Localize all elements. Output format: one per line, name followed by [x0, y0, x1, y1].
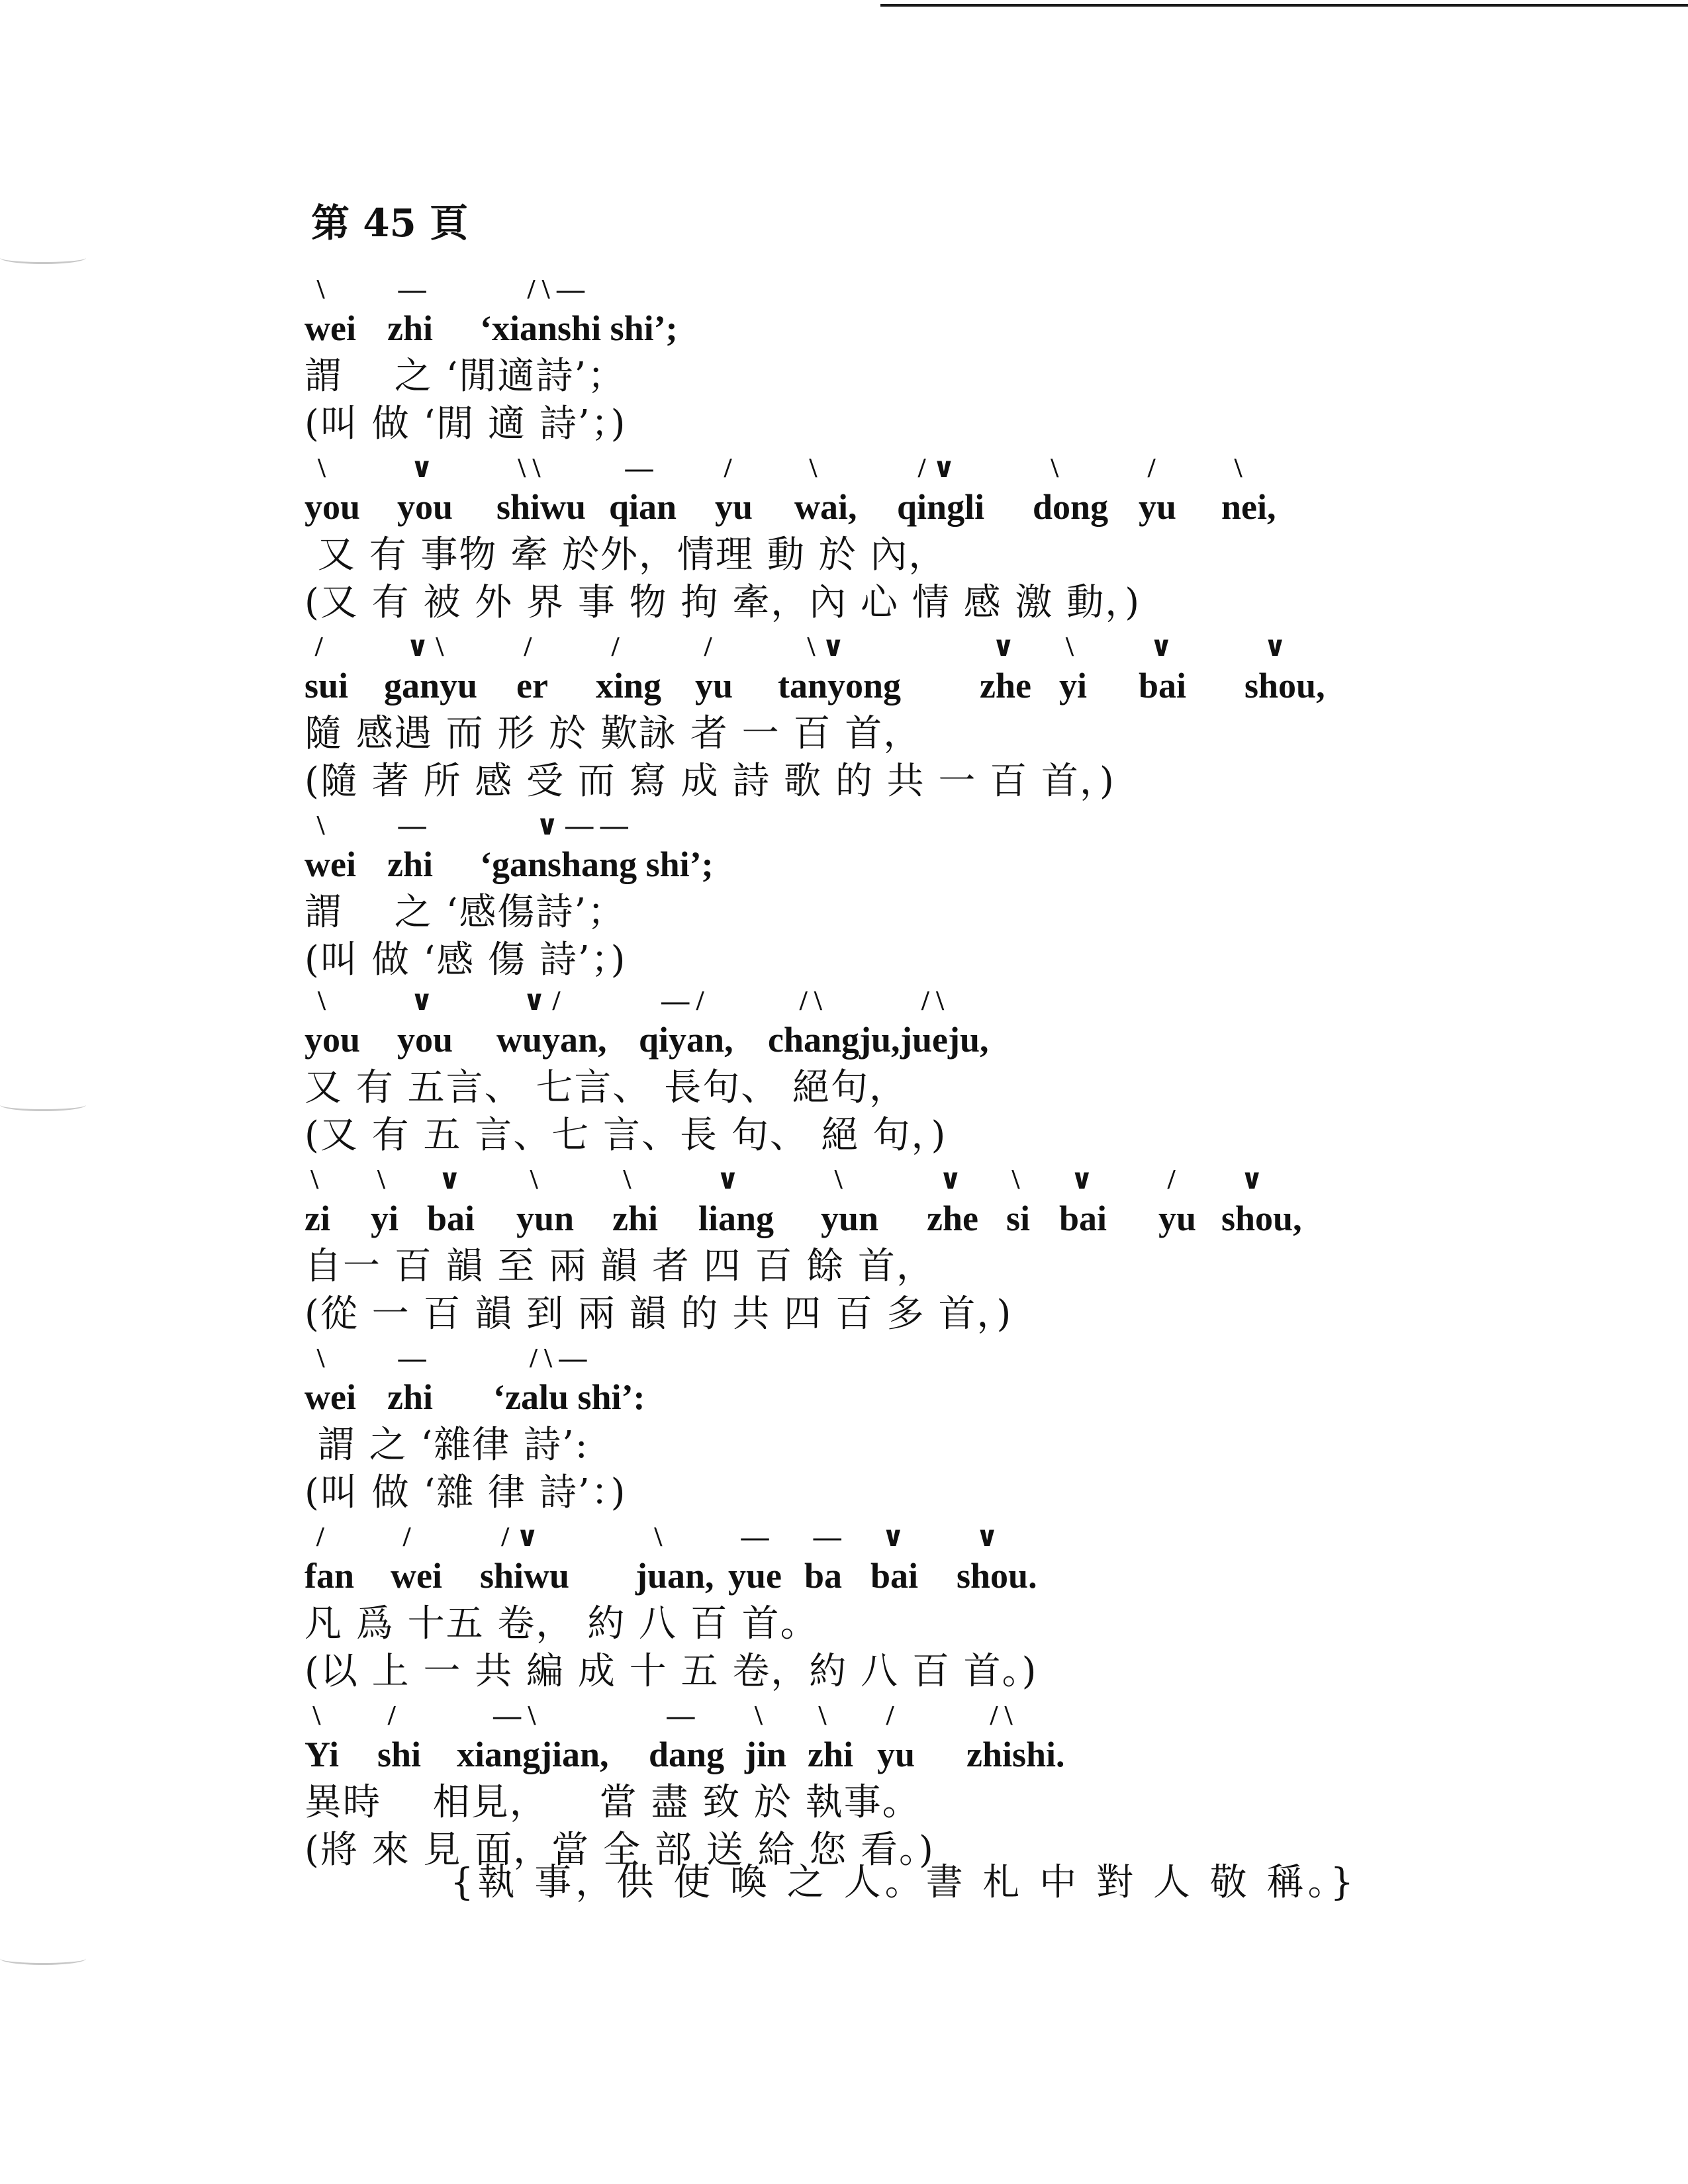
pinyin-syllable: [1059, 632, 1088, 705]
tone-mark: /: [1167, 1165, 1176, 1195]
footnote: {執 事，供 使 喚 之 人。書 札 中 對 人 敬 稱。}: [450, 1861, 1358, 1904]
pinyin-text: Yi: [305, 1735, 339, 1774]
classical-chinese-line: 又 有 事物 牽 於外，情理 動 於 內，: [305, 533, 947, 576]
pinyin-text: shou.: [957, 1556, 1037, 1596]
pinyin-syllable: [387, 1343, 434, 1417]
tone-mark: —: [813, 1522, 841, 1553]
page-number: 第 45 頁: [311, 201, 469, 246]
tone-mark: ∨: [939, 1165, 962, 1195]
verse-block: [305, 447, 1276, 627]
tone-mark: \: [1066, 632, 1074, 662]
tone-mark: \: [755, 1701, 763, 1731]
tone-mark: /: [314, 632, 323, 662]
tone-mark: —: [398, 811, 426, 841]
pinyin-syllable: [1158, 1165, 1197, 1238]
pinyin-text: fan: [305, 1556, 355, 1596]
tone-mark: /: [611, 632, 620, 662]
tone-mark: ∨: [976, 1522, 999, 1553]
tone-mark: / ∨: [917, 453, 955, 484]
tone-mark: /: [316, 1522, 324, 1553]
punch-hole-mark: [0, 251, 86, 264]
pinyin-syllable: [384, 632, 478, 705]
pinyin-text: wai,: [794, 487, 857, 527]
classical-chinese-line: 謂 之 ‘感傷詩’；: [305, 891, 626, 934]
pinyin-text: yun: [516, 1199, 575, 1238]
pinyin-text: shiwu: [496, 487, 586, 527]
pinyin-text: zhi: [808, 1735, 854, 1774]
pinyin-syllable: [305, 275, 356, 348]
pinyin-syllable: [768, 986, 900, 1060]
pinyin-syllable: [1059, 1165, 1107, 1238]
pinyin-syllable: [900, 986, 989, 1060]
pinyin-syllable: [493, 1343, 645, 1417]
pinyin-syllable: [870, 1522, 919, 1596]
tone-mark: / \: [921, 986, 944, 1017]
tone-mark: —: [398, 275, 426, 305]
pinyin-text: shou,: [1221, 1199, 1302, 1238]
verse-block: [305, 979, 989, 1160]
tone-mark: \: [1234, 453, 1243, 484]
tone-mark: \: [318, 453, 326, 484]
tone-mark: \: [654, 1522, 663, 1553]
pinyin-text: bai: [1139, 666, 1187, 705]
pinyin-text: dong: [1033, 487, 1109, 527]
pinyin-syllable: [480, 811, 714, 884]
pinyin-syllable: [980, 632, 1031, 705]
pinyin-syllable: [635, 1522, 714, 1596]
punch-hole-mark: [0, 1952, 86, 1965]
pinyin-text: yun: [821, 1199, 879, 1238]
verse-block: [305, 1694, 1065, 1874]
pinyin-text: yu: [1139, 487, 1177, 527]
pinyin-syllable: [305, 1701, 339, 1774]
pinyin-syllable: [1139, 632, 1187, 705]
pinyin-syllable: [957, 1522, 1037, 1596]
pinyin-text: yue: [728, 1556, 782, 1596]
pinyin-syllable: [728, 1522, 782, 1596]
tone-mark: \ \: [518, 453, 541, 484]
tone-mark: /: [886, 1701, 894, 1731]
classical-chinese-line: 謂 之 ‘雜律 詩’:: [305, 1424, 589, 1467]
modern-chinese-translation: (叫 做 ‘感 傷 詩’；): [305, 938, 627, 981]
tone-mark: \: [316, 1343, 325, 1374]
pinyin-syllable: [698, 1165, 774, 1238]
pinyin-syllable: [804, 1522, 843, 1596]
pinyin-text: jueju,: [900, 1020, 989, 1060]
pinyin-text: shou,: [1244, 666, 1325, 705]
tone-mark: — /: [661, 986, 704, 1017]
pinyin-syllable: [695, 632, 733, 705]
pinyin-text: zhishi.: [966, 1735, 1065, 1774]
pinyin-text: yu: [715, 487, 753, 527]
pinyin-text: bai: [427, 1199, 475, 1238]
tone-mark: ∨: [410, 453, 434, 484]
tone-mark: / \ —: [530, 1343, 587, 1374]
pinyin-text: ganyu: [384, 666, 478, 705]
modern-chinese-translation: (從 一 百 韻 到 兩 韻 的 共 四 百 多 首，): [305, 1293, 1013, 1336]
pinyin-syllable: [794, 453, 857, 527]
tone-mark: \: [834, 1165, 843, 1195]
pinyin-syllable: [305, 811, 356, 884]
tone-mark: ∨: [716, 1165, 739, 1195]
tone-mark: \: [1011, 1165, 1020, 1195]
tone-mark: \: [318, 986, 326, 1017]
modern-chinese-translation: (以 上 一 共 編 成 十 五 卷，約 八 百 首。): [305, 1650, 1038, 1693]
pinyin-line: [305, 447, 1276, 531]
pinyin-line: [305, 268, 678, 353]
tone-mark: /: [724, 453, 732, 484]
tone-mark: \: [316, 275, 325, 305]
pinyin-syllable: [480, 275, 678, 348]
tone-mark: ∨: [410, 986, 434, 1017]
verse-block: [305, 804, 714, 984]
pinyin-syllable: [305, 986, 361, 1060]
pinyin-text: wuyan,: [496, 1020, 607, 1060]
modern-chinese-translation: (又 有 五 言、七 言、長 句、 絕 句，): [305, 1114, 947, 1157]
pinyin-text: wei: [391, 1556, 442, 1596]
pinyin-syllable: [596, 632, 662, 705]
tone-mark: —: [625, 453, 653, 484]
verse-block: [305, 1158, 1302, 1338]
pinyin-syllable: [377, 1701, 422, 1774]
modern-chinese-translation: (又 有 被 外 界 事 物 拘 牽，內 心 情 感 激 動，): [305, 581, 1141, 624]
modern-chinese-translation: (將 來 見 面，當 全 部 送 給 您 看。): [305, 1829, 935, 1872]
punch-hole-mark: [0, 1099, 86, 1111]
pinyin-syllable: [966, 1701, 1065, 1774]
tone-mark: \: [377, 1165, 385, 1195]
pinyin-text: er: [516, 666, 548, 705]
pinyin-text: yi: [1059, 666, 1088, 705]
scan-border-line: [880, 4, 1688, 7]
pinyin-text: shi: [377, 1735, 422, 1774]
pinyin-text: bai: [870, 1556, 919, 1596]
tone-mark: /: [524, 632, 532, 662]
pinyin-text: you: [397, 487, 453, 527]
pinyin-text: tanyong: [778, 666, 902, 705]
pinyin-syllable: [371, 1165, 399, 1238]
pinyin-text: zhi: [387, 308, 434, 348]
pinyin-text: zhi: [387, 844, 434, 884]
tone-mark: \: [530, 1165, 538, 1195]
pinyin-text: nei,: [1221, 487, 1276, 527]
pinyin-text: zhi: [387, 1377, 434, 1417]
pinyin-line: [305, 625, 1325, 710]
pinyin-text: liang: [698, 1199, 774, 1238]
pinyin-syllable: [1033, 453, 1109, 527]
tone-mark: ∨: [882, 1522, 905, 1553]
tone-mark: ∨: [1150, 632, 1173, 662]
pinyin-line: [305, 1516, 1038, 1600]
pinyin-line: [305, 804, 714, 889]
pinyin-syllable: [305, 1165, 330, 1238]
classical-chinese-line: 自一 百 韻 至 兩 韻 者 四 百 餘 首，: [305, 1245, 935, 1288]
tone-mark: ∨: [1070, 1165, 1094, 1195]
pinyin-text: yu: [695, 666, 733, 705]
tone-mark: \: [818, 1701, 827, 1731]
pinyin-text: yi: [371, 1199, 399, 1238]
pinyin-text: you: [397, 1020, 453, 1060]
verse-block: [305, 268, 678, 448]
tone-mark: ∨: [438, 1165, 461, 1195]
verse-block: [305, 1337, 645, 1517]
tone-mark: ∨ /: [522, 986, 561, 1017]
tone-mark: ∨ — —: [536, 811, 628, 841]
pinyin-line: [305, 1158, 1302, 1243]
pinyin-syllable: [387, 275, 434, 348]
pinyin-text: sui: [305, 666, 349, 705]
pinyin-text: shiwu: [480, 1556, 570, 1596]
pinyin-text: zhi: [612, 1199, 659, 1238]
tone-mark: \: [312, 1701, 321, 1731]
tone-mark: / \ —: [527, 275, 585, 305]
pinyin-line: [305, 1337, 645, 1422]
pinyin-text: zi: [305, 1199, 330, 1238]
tone-mark: /: [387, 1701, 396, 1731]
pinyin-syllable: [612, 1165, 659, 1238]
tone-mark: / \: [799, 986, 822, 1017]
pinyin-text: dang: [649, 1735, 725, 1774]
pinyin-syllable: [305, 1522, 355, 1596]
tone-mark: \: [1051, 453, 1059, 484]
classical-chinese-line: 謂 之 ‘閒適詩’；: [305, 355, 626, 398]
tone-mark: / \: [990, 1701, 1013, 1731]
classical-chinese-line: 又 有 五言、 七言、 長句、 絕句，: [305, 1066, 908, 1109]
pinyin-text: yu: [1158, 1199, 1197, 1238]
pinyin-syllable: [1221, 453, 1276, 527]
verse-block: [305, 625, 1325, 805]
tone-mark: —: [667, 1701, 695, 1731]
tone-mark: / ∨: [501, 1522, 539, 1553]
pinyin-syllable: [397, 986, 453, 1060]
pinyin-syllable: [387, 811, 434, 884]
pinyin-text: changju,: [768, 1020, 900, 1060]
pinyin-text: bai: [1059, 1199, 1107, 1238]
pinyin-syllable: [927, 1165, 978, 1238]
tone-mark: —: [398, 1343, 426, 1374]
tone-mark: \: [809, 453, 818, 484]
tone-mark: \: [623, 1165, 632, 1195]
pinyin-syllable: [1221, 1165, 1302, 1238]
tone-mark: ∨: [1241, 1165, 1264, 1195]
pinyin-text: ba: [804, 1556, 843, 1596]
pinyin-line: [305, 979, 989, 1064]
pinyin-text: wei: [305, 844, 356, 884]
pinyin-text: you: [305, 487, 361, 527]
pinyin-text: juan,: [635, 1556, 714, 1596]
pinyin-text: qian: [609, 487, 677, 527]
pinyin-text: qiyan,: [639, 1020, 733, 1060]
pinyin-text: zhe: [927, 1199, 978, 1238]
pinyin-text: ‘xianshi shi’;: [480, 308, 678, 348]
tone-mark: —: [741, 1522, 769, 1553]
modern-chinese-translation: (叫 做 ‘閒 適 詩’；): [305, 402, 627, 445]
tone-mark: /: [402, 1522, 411, 1553]
pinyin-text: xiangjian,: [457, 1735, 609, 1774]
tone-mark: \: [310, 1165, 319, 1195]
pinyin-text: wei: [305, 1377, 356, 1417]
pinyin-syllable: [1139, 453, 1177, 527]
pinyin-syllable: [609, 453, 677, 527]
verse-block: [305, 1516, 1038, 1696]
pinyin-syllable: [778, 632, 902, 705]
tone-mark: — \: [493, 1701, 536, 1731]
pinyin-syllable: [391, 1522, 442, 1596]
pinyin-text: wei: [305, 308, 356, 348]
pinyin-syllable: [305, 632, 349, 705]
pinyin-text: jin: [745, 1735, 787, 1774]
pinyin-syllable: [480, 1522, 570, 1596]
pinyin-syllable: [1244, 632, 1325, 705]
pinyin-syllable: [1006, 1165, 1031, 1238]
pinyin-line: [305, 1694, 1065, 1779]
pinyin-syllable: [715, 453, 753, 527]
pinyin-syllable: [305, 1343, 356, 1417]
pinyin-text: ‘ganshang shi’;: [480, 844, 714, 884]
modern-chinese-translation: (隨 著 所 感 受 而 寫 成 詩 歌 的 共 一 百 首，): [305, 760, 1115, 803]
pinyin-syllable: [457, 1701, 609, 1774]
pinyin-syllable: [516, 632, 548, 705]
classical-chinese-line: 凡 爲 十五 卷， 約 八 百 首。: [305, 1602, 819, 1645]
classical-chinese-line: 隨 感遇 而 形 於 歎詠 者 一 百 首，: [305, 712, 922, 755]
pinyin-text: zhe: [980, 666, 1031, 705]
pinyin-syllable: [496, 453, 586, 527]
tone-mark: /: [704, 632, 712, 662]
pinyin-text: si: [1006, 1199, 1031, 1238]
pinyin-syllable: [397, 453, 453, 527]
pinyin-syllable: [496, 986, 607, 1060]
tone-mark: ∨ \: [406, 632, 444, 662]
tone-mark: ∨: [992, 632, 1015, 662]
pinyin-syllable: [808, 1701, 854, 1774]
tone-mark: \: [316, 811, 325, 841]
pinyin-syllable: [427, 1165, 475, 1238]
pinyin-syllable: [516, 1165, 575, 1238]
pinyin-text: ‘zalu shi’:: [493, 1377, 645, 1417]
tone-mark: ∨: [1264, 632, 1287, 662]
modern-chinese-translation: (叫 做 ‘雜 律 詩’：): [305, 1471, 627, 1514]
classical-chinese-line: 異時 相見， 當 盡 致 於 執事。: [305, 1781, 921, 1824]
pinyin-text: you: [305, 1020, 361, 1060]
pinyin-syllable: [639, 986, 733, 1060]
pinyin-syllable: [649, 1701, 725, 1774]
pinyin-syllable: [877, 1701, 915, 1774]
pinyin-syllable: [897, 453, 985, 527]
tone-mark: \ ∨: [807, 632, 845, 662]
pinyin-text: qingli: [897, 487, 985, 527]
tone-mark: /: [1147, 453, 1156, 484]
pinyin-syllable: [305, 453, 361, 527]
pinyin-syllable: [745, 1701, 787, 1774]
pinyin-syllable: [821, 1165, 879, 1238]
pinyin-text: yu: [877, 1735, 915, 1774]
pinyin-text: xing: [596, 666, 662, 705]
